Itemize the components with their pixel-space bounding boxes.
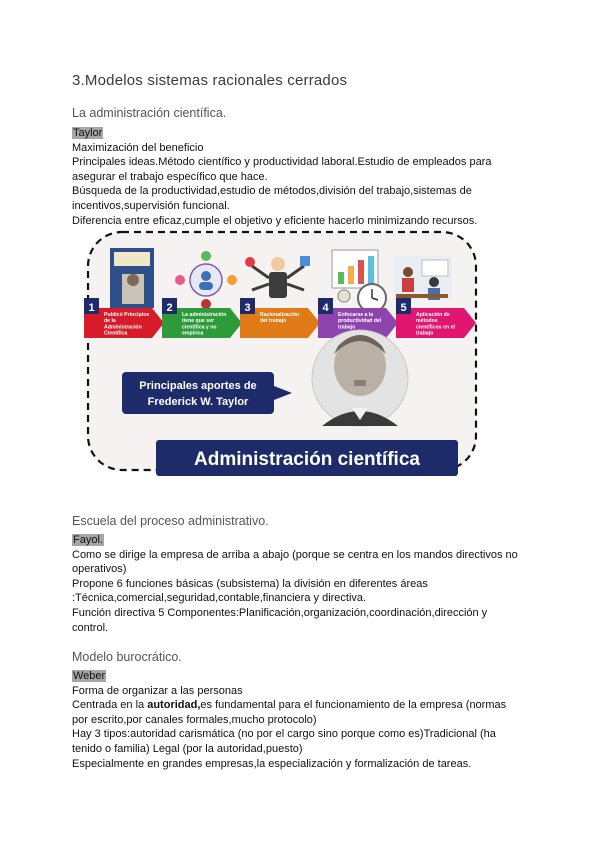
highlighted-name: Fayol. <box>73 534 103 546</box>
step-label-line: Administración <box>104 324 142 331</box>
step-label-line: Racionalización <box>260 312 300 318</box>
body-line-authority: Centrada en la autoridad,es fundamental para el funcionamiento de la empresa (normas por escrito,por canales formales,mucho protocolo) <box>72 699 507 726</box>
step-label-line: Científica <box>104 330 128 337</box>
step-label-line: trabajo <box>338 324 356 331</box>
body-line: Especialmente en grandes empresas,la especialización y formalización de tareas. <box>72 757 472 770</box>
infographic-graphic <box>82 228 482 480</box>
body-line: Como se dirige la empresa de arriba a abajo (porque se centra en los mandos directivos no operativos) <box>72 548 518 576</box>
step-label-line: Enfocarse a la <box>338 312 374 318</box>
taylor-infographic <box>82 228 482 480</box>
body-line: :Técnica,comercial,seguridad,contable,financiera y directiva. <box>72 592 367 605</box>
step-number: 4 <box>322 302 329 314</box>
step-label-line: científica y no <box>182 324 217 331</box>
step-number: 3 <box>244 302 251 314</box>
section-heading-fayol: Escuela del proceso administrativo. <box>72 514 269 528</box>
step-label-line: La administración <box>182 312 227 318</box>
section-heading-weber: Modelo burocrático. <box>72 650 182 664</box>
body-line: Principales ideas.Método científico y productividad laboral.Estudio de empleados para asegurar el trabajo específico que hace. <box>72 156 492 183</box>
section-body-fayol <box>72 533 522 635</box>
body-line: Hay 3 tipos:autoridad carismática (no por el cargo sino porque como es)Tradicional (ha tenido o familia) Legal (por la autoridad,puesto) <box>72 728 496 755</box>
callout-line-2: Frederick W. Taylor <box>147 396 249 408</box>
section-heading-taylor: La administración científica. <box>72 106 227 120</box>
section-body-taylor <box>72 126 522 228</box>
step-label-line: trabajo <box>416 330 434 337</box>
body-line: Función directiva 5 Componentes:Planificación,organización,coordinación,dirección y control. <box>72 606 488 634</box>
step-number: 1 <box>88 302 95 314</box>
bold-keyword: autoridad, <box>147 699 201 712</box>
step-number: 2 <box>166 302 173 314</box>
step-label-line: del trabajo <box>260 318 287 325</box>
step-label-line: Aplicación de <box>416 312 450 318</box>
step-label-line: Publicó Principios <box>104 312 150 318</box>
book-cover-image <box>110 248 154 308</box>
highlighted-name: Weber <box>73 670 106 682</box>
body-line: Forma de organizar a las personas <box>72 684 243 697</box>
callout-line-1: Principales aportes de <box>139 380 257 392</box>
step-label-line: métodos <box>416 318 438 325</box>
step-label-line: productividad del <box>338 318 382 325</box>
step-label-line: empírica <box>182 330 204 337</box>
taylor-portrait <box>312 330 408 426</box>
body-line: Maximización del beneficio <box>72 141 204 154</box>
step-label-line: científicos en el <box>416 324 455 331</box>
infographic-title: Administración científica <box>194 449 420 470</box>
meeting-scene-icon <box>394 256 452 300</box>
body-line: Propone 6 funciones básicas (subsistema) la división en diferentes áreas <box>72 577 428 590</box>
section-body-weber <box>72 669 522 771</box>
step-label-line: tiene que ser <box>182 318 215 325</box>
document-title: 3.Modelos sistemas racionales cerrados <box>72 72 348 89</box>
step-number: 5 <box>400 302 407 314</box>
body-line: Diferencia entre eficaz,cumple el objetivo y eficiente hacerlo minimizando recursos. <box>72 214 478 227</box>
highlighted-name: Taylor <box>73 127 103 139</box>
body-line: Búsqueda de la productividad,estudio de métodos,división del trabajo,sistemas de incentivos,supervisión funcional. <box>72 185 472 212</box>
step-label-line: de la <box>104 318 116 325</box>
